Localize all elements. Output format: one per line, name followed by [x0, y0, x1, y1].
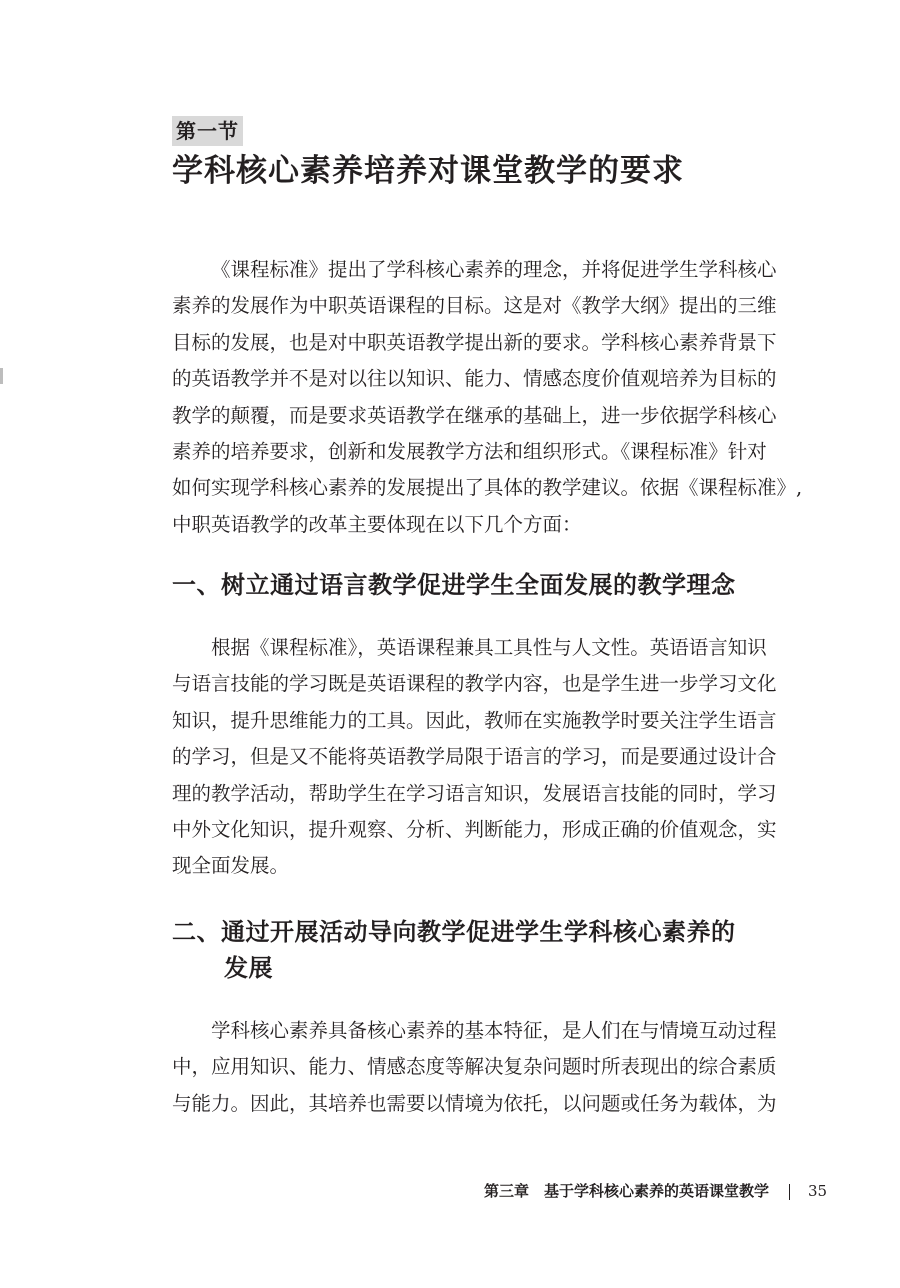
paragraph-line: 根据《课程标准》，英语课程兼具工具性与人文性。英语语言知识	[211, 636, 767, 659]
paragraph-line: 《课程标准》提出了学科核心素养的理念，并将促进学生学科核心	[211, 258, 777, 281]
paragraph-line: 素养的发展作为中职英语课程的目标。这是对《教学大纲》提出的三维	[172, 294, 777, 318]
paragraph-line: 目标的发展，也是对中职英语教学提出新的要求。学科核心素养背景下	[172, 330, 777, 354]
section-label: 第一节	[172, 116, 243, 146]
paragraph-line: 的英语教学并不是对以往以知识、能力、情感态度价值观培养为目标的	[172, 367, 777, 391]
paragraph-line: 教学的颠覆，而是要求英语教学在继承的基础上，进一步依据学科核心	[172, 403, 777, 427]
paragraph-line: 中职英语教学的改革主要体现在以下几个方面：	[172, 512, 582, 536]
page-edge-mark	[0, 368, 3, 384]
intro-paragraph	[172, 252, 803, 543]
heading-line: 一、树立通过语言教学促进学生全面发展的教学理念	[172, 571, 736, 599]
subsection-heading-1	[172, 567, 812, 603]
paragraph-line: 中外文化知识，提升观察、分析、判断能力，形成正确的价值观念，实	[172, 818, 777, 842]
heading-line: 二、通过开展活动导向教学促进学生学科核心素养的	[172, 918, 736, 946]
page-number: 35	[808, 1182, 828, 1200]
chapter-title: 第三章 基于学科核心素养的英语课堂教学	[484, 1182, 770, 1200]
paragraph-line: 如何实现学科核心素养的发展提出了具体的教学建议。依据《课程标准》,	[172, 476, 803, 500]
paragraph-line: 与能力。因此，其培养也需要以情境为依托，以问题或任务为载体，为	[172, 1091, 777, 1115]
paragraph-line: 学科核心素养具备核心素养的基本特征，是人们在与情境互动过程	[211, 1019, 777, 1042]
paragraph-line: 知识，提升思维能力的工具。因此，教师在实施教学时要关注学生语言	[172, 708, 777, 732]
heading-line: 发展	[224, 954, 273, 982]
paragraph-line: 的学习，但是又不能将英语教学局限于语言的学习，而是要通过设计合	[172, 745, 777, 769]
part2-paragraph	[172, 1013, 800, 1122]
footer-separator	[789, 1184, 790, 1200]
section-title: 学科核心素养培养对课堂教学的要求	[172, 153, 684, 189]
part1-paragraph	[172, 630, 800, 885]
running-footer	[484, 1179, 844, 1203]
subsection-heading-2	[172, 914, 812, 986]
paragraph-line: 素养的培养要求，创新和发展教学方法和组织形式。《课程标准》针对	[172, 440, 767, 464]
paragraph-line: 理的教学活动，帮助学生在学习语言知识，发展语言技能的同时，学习	[172, 781, 777, 805]
paragraph-line: 中，应用知识、能力、情感态度等解决复杂问题时所表现出的综合素质	[172, 1055, 777, 1079]
paragraph-line: 与语言技能的学习既是英语课程的教学内容，也是学生进一步学习文化	[172, 672, 777, 696]
paragraph-line: 现全面发展。	[172, 854, 290, 878]
